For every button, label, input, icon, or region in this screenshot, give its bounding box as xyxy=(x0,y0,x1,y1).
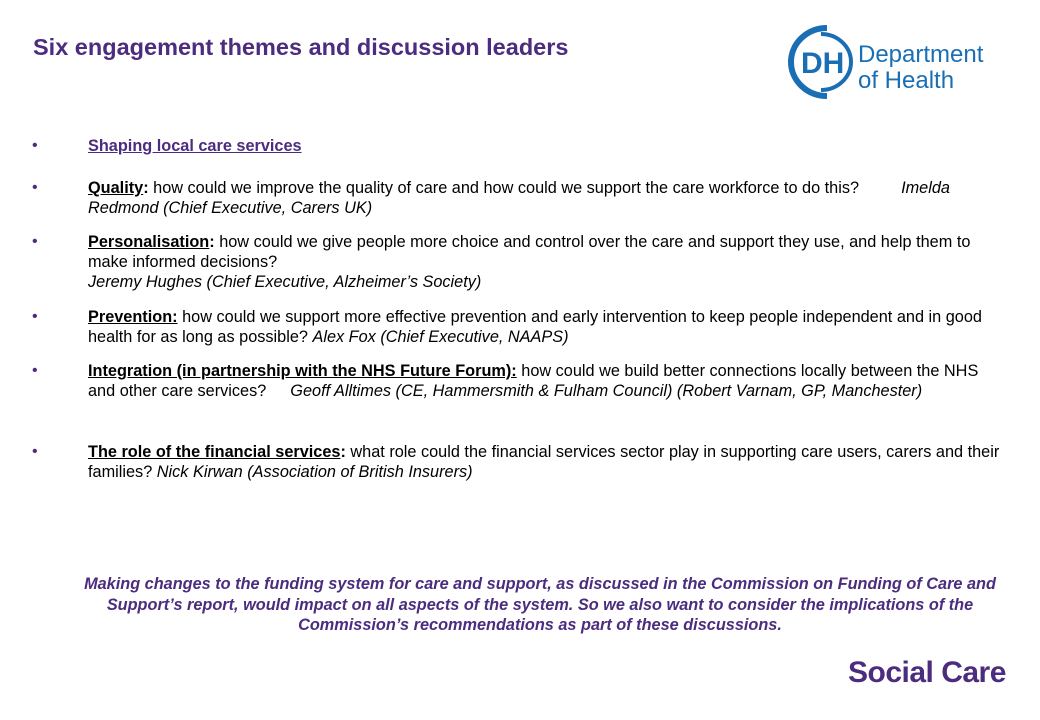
theme-heading-financial-services: The role of the financial services xyxy=(88,443,341,461)
theme-item-personalisation xyxy=(32,232,1002,292)
theme-link-shaping-local-care[interactable]: Shaping local care services xyxy=(88,137,302,155)
dh-initials: DH xyxy=(801,47,845,80)
theme-leader-integration: Geoff Alltimes (CE, Hammersmith & Fulham Council) (Robert Varnam, GP, Manchester) xyxy=(290,382,923,400)
theme-item-financial-services xyxy=(32,442,1002,482)
social-care-brand: Social Care xyxy=(848,656,1006,689)
theme-leader-quality: Imelda Redmond (Chief Executive, Carers UK) xyxy=(88,179,950,217)
theme-item-integration xyxy=(32,361,1002,401)
theme-text-financial-services: what role could the financial services sector play in supporting care users, carers and their families? xyxy=(88,443,1000,481)
theme-text-personalisation: how could we give people more choice and control over the care and support they use, and help them to make informed decisions? xyxy=(88,233,971,271)
closing-statement: Making changes to the funding system for care and support, as discussed in the Commission on Funding of Care and Support’s report, would impact on all aspects of the system. So we also want to consider the implications of the Commission’s recommendations as part of these discussions. xyxy=(84,575,996,634)
logo-line-2: of Health xyxy=(858,67,955,94)
logo-line-1: Department xyxy=(858,41,984,68)
logo-wordmark xyxy=(858,42,983,94)
theme-heading-integration: Integration (in partnership with the NHS Future Forum): xyxy=(88,362,517,380)
theme-heading-personalisation: Personalisation xyxy=(88,233,210,251)
theme-heading-prevention: Prevention: xyxy=(88,308,178,326)
theme-leader-personalisation: Jeremy Hughes (Chief Executive, Alzheimer’s Society) xyxy=(88,273,482,291)
theme-leader-prevention: Alex Fox (Chief Executive, NAAPS) xyxy=(312,328,569,346)
theme-leader-financial-services: Nick Kirwan (Association of British Insurers) xyxy=(156,463,473,481)
theme-colon: : xyxy=(340,443,346,461)
theme-text-integration: how could we build better connections locally between the NHS and other care services? xyxy=(88,362,979,400)
theme-colon: : xyxy=(209,233,215,251)
slide-title: Six engagement themes and discussion leaders xyxy=(33,34,569,60)
theme-item-prevention xyxy=(32,307,1002,347)
theme-item-quality xyxy=(32,178,1002,218)
theme-colon: : xyxy=(143,179,149,197)
theme-list xyxy=(32,136,1002,482)
theme-text-prevention: how could we support more effective prevention and early intervention to keep people independent and in good health for as long as possible? xyxy=(88,308,982,346)
theme-heading-quality: Quality xyxy=(88,179,144,197)
theme-text-quality: how could we improve the quality of care and how could we support the care workforce to do this? xyxy=(148,179,860,197)
theme-item-shaping-local-care xyxy=(32,136,1002,156)
